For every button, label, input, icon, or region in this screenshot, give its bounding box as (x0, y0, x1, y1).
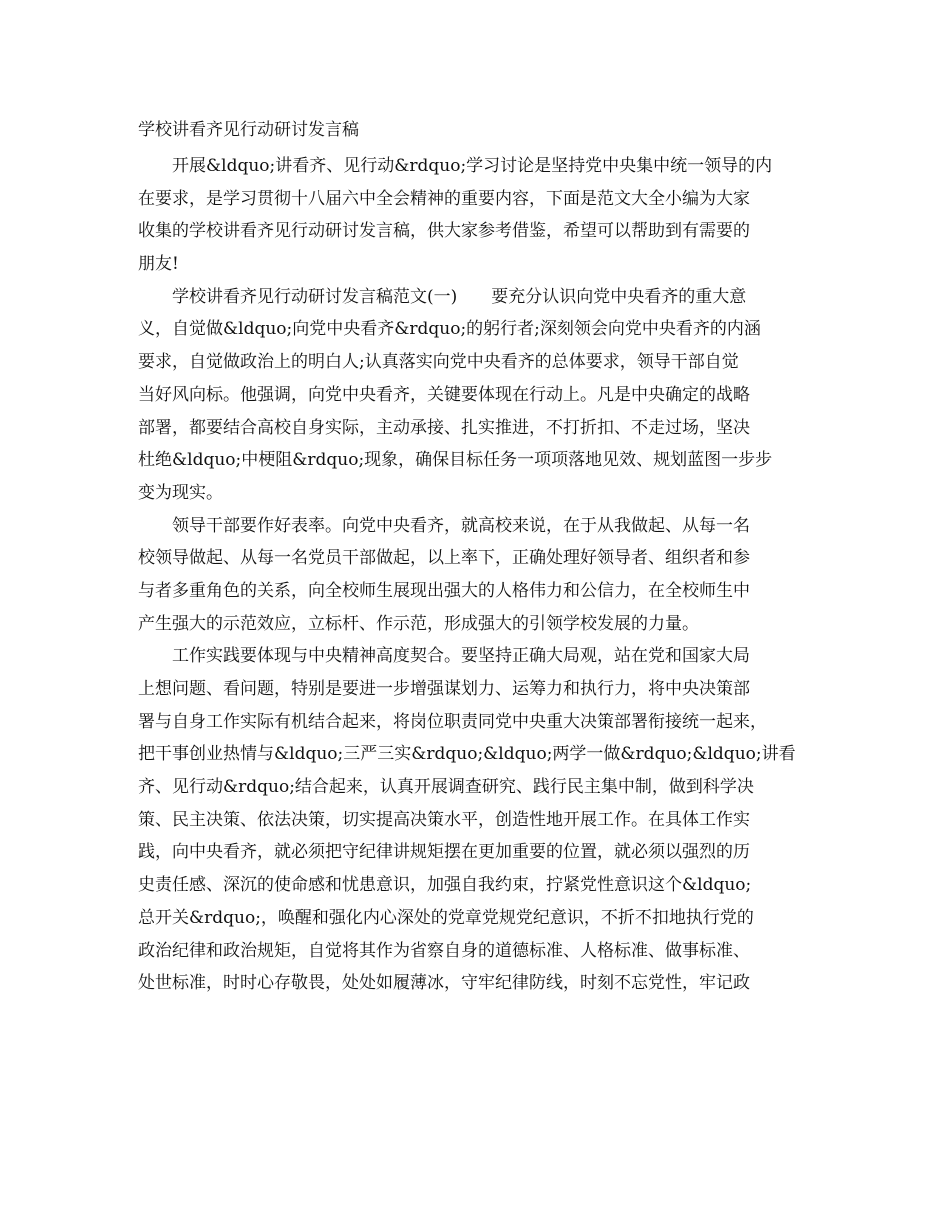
text-line: 领导干部要作好表率。向党中央看齐，就高校来说，在于从我做起、从每一名 (172, 515, 750, 536)
text-line: 义，自觉做&ldquo;向党中央看齐&rdquo;的躬行者;深刻领会向党中央看齐的内涵 (138, 319, 761, 340)
text-line: 校领导做起、从每一名党员干部做起，以上率下，正确处理好领导者、组织者和参 (138, 548, 750, 569)
document-body (138, 150, 818, 1000)
paragraph-intro (138, 150, 818, 281)
paragraph-sample-one (138, 281, 818, 510)
text-line: 践，向中央看齐，就必须把守纪律讲规矩摆在更加重要的位置，就必须以强烈的历 (138, 842, 750, 863)
text-line: 把干事创业热情与&ldquo;三严三实&rdquo;&ldquo;两学一做&rdquo;&ldquo;讲看 (138, 744, 796, 765)
text-line: 收集的学校讲看齐见行动研讨发言稿，供大家参考借鉴，希望可以帮助到有需要的 (138, 221, 750, 242)
text-line: 部署，都要结合高校自身实际，主动承接、扎实推进，不打折扣、不走过场，坚决 (138, 417, 750, 438)
text-line: 要求，自觉做政治上的明白人;认真落实向党中央看齐的总体要求，领导干部自觉 (138, 352, 739, 373)
text-line: 在要求，是学习贯彻十八届六中全会精神的重要内容，下面是范文大全小编为大家 (138, 188, 750, 209)
paragraph-leadership (138, 510, 818, 641)
text-line: 产生强大的示范效应，立标杆、作示范，形成强大的引领学校发展的力量。 (138, 613, 699, 634)
text-line: 与者多重角色的关系，向全校师生展现出强大的人格伟力和公信力，在全校师生中 (138, 580, 750, 601)
text-line: 上想问题、看问题，特别是要进一步增强谋划力、运筹力和执行力，将中央决策部 (138, 679, 750, 699)
document-title: 学校讲看齐见行动研讨发言稿 (138, 120, 359, 140)
text-line: 杜绝&ldquo;中梗阻&rdquo;现象，确保目标任务一项项落地见效、规划蓝图一步步 (138, 450, 773, 471)
paragraph-practice (138, 640, 818, 1000)
text-line: 史责任感、深沉的使命感和忧患意识，加强自我约束，拧紧党性意识这个&ldquo; (138, 875, 752, 896)
text-line: 朋友! (138, 254, 179, 275)
text-line: 署与自身工作实际有机结合起来，将岗位职责同党中央重大决策部署衔接统一起来， (138, 711, 767, 732)
text-line: 齐、见行动&rdquo;结合起来，认真开展调查研究、践行民主集中制，做到科学决 (138, 777, 754, 798)
text-line: 当好风向标。他强调，向党中央看齐，关键要体现在行动上。凡是中央确定的战略 (138, 384, 750, 405)
text-line: 变为现实。 (138, 482, 223, 503)
text-line: 开展&ldquo;讲看齐、见行动&rdquo;学习讨论是坚持党中央集中统一领导的内 (172, 156, 773, 176)
text-line: 政治纪律和政治规矩，自觉将其作为省察自身的道德标准、人格标准、做事标准、 (138, 940, 750, 961)
text-line: 处世标准，时时心存敬畏，处处如履薄冰，守牢纪律防线，时刻不忘党性，牢记政 (138, 973, 750, 994)
text-line: 总开关&rdquo;，唤醒和强化内心深处的党章党规党纪意识，不折不扣地执行党的 (138, 907, 754, 928)
text-line: 策、民主决策、依法决策，切实提高决策水平，创造性地开展工作。在具体工作实 (138, 809, 750, 830)
text-line: 学校讲看齐见行动研讨发言稿范文(一) 要充分认识向党中央看齐的重大意 (172, 286, 747, 307)
text-line: 工作实践要体现与中央精神高度契合。要坚持正确大局观，站在党和国家大局 (172, 646, 750, 667)
